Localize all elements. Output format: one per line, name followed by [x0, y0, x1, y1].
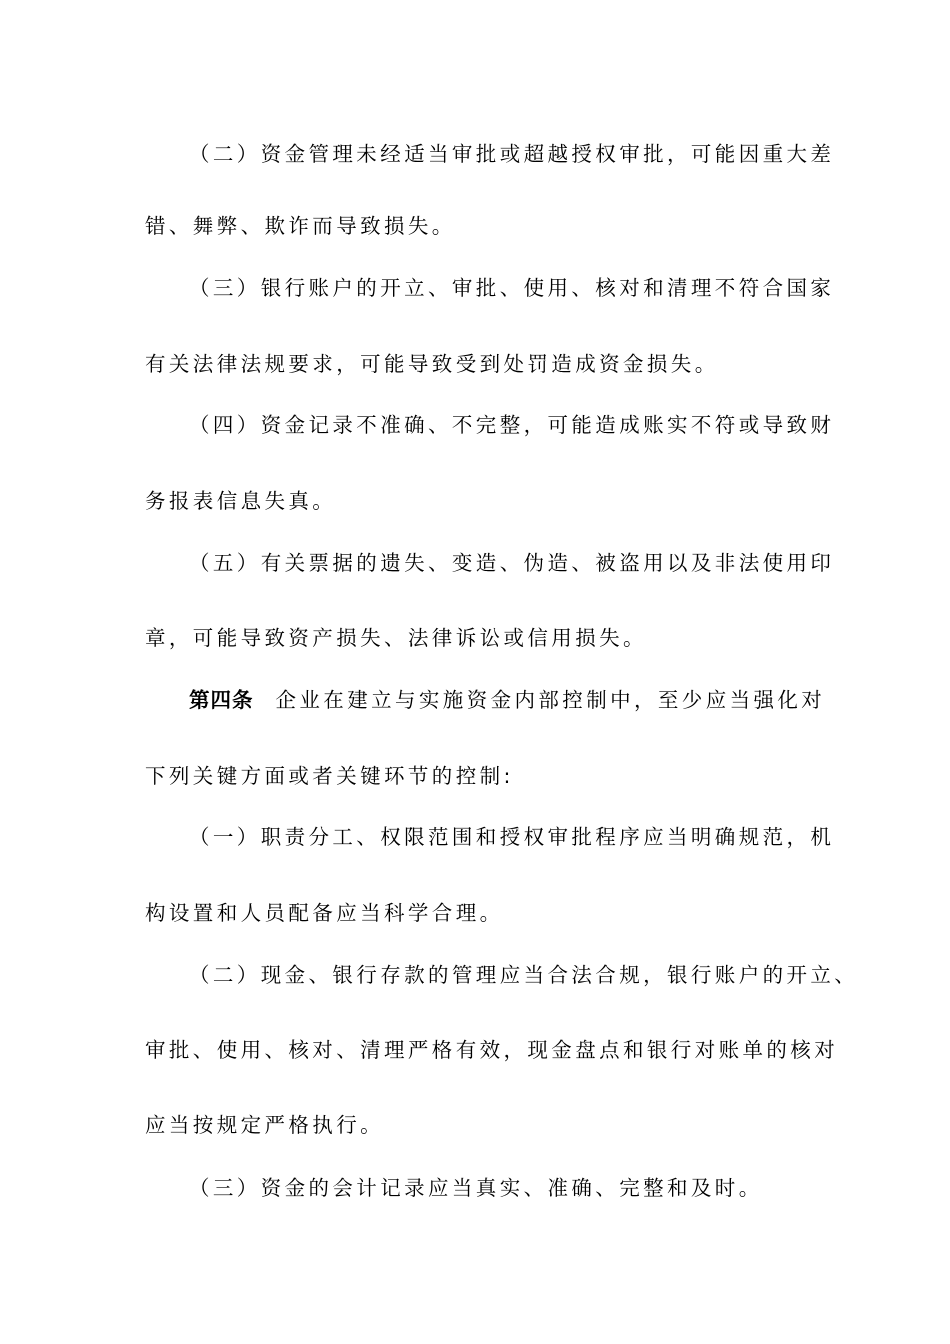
- paragraph-line: （五）有关票据的遗失、变造、伪造、被盗用以及非法使用印: [189, 551, 835, 575]
- paragraph-line: （二）资金管理未经适当审批或超越授权审批，可能因重大差: [189, 142, 835, 166]
- paragraph-line: 应当按规定严格执行。: [145, 1113, 384, 1137]
- paragraph-line: （三）资金的会计记录应当真实、准确、完整和及时。: [189, 1176, 763, 1200]
- paragraph-line: （三）银行账户的开立、审批、使用、核对和清理不符合国家: [189, 276, 835, 300]
- article-line: [189, 686, 825, 714]
- paragraph-line: 错、舞弊、欺诈而导致损失。: [145, 214, 456, 238]
- paragraph-line: 构设置和人员配备应当科学合理。: [145, 901, 504, 925]
- paragraph-text: 企业在建立与实施资金内部控制中，至少应当强化对: [275, 688, 826, 712]
- paragraph-line: 审批、使用、核对、清理严格有效，现金盘点和银行对账单的核对: [145, 1038, 839, 1062]
- paragraph-line: （一）职责分工、权限范围和授权审批程序应当明确规范，机: [189, 825, 835, 849]
- paragraph-line: 务报表信息失真。: [145, 489, 337, 513]
- paragraph-line: （二）现金、银行存款的管理应当合法合规，银行账户的开立、: [189, 963, 859, 987]
- paragraph-line: 章，可能导致资产损失、法律诉讼或信用损失。: [145, 626, 647, 650]
- paragraph-line: 有关法律法规要求，可能导致受到处罚造成资金损失。: [145, 352, 719, 376]
- article-heading: 第四条: [189, 688, 254, 712]
- paragraph-line: （四）资金记录不准确、不完整，可能造成账实不符或导致财: [189, 413, 835, 437]
- paragraph-line: 下列关键方面或者关键环节的控制:: [145, 764, 514, 788]
